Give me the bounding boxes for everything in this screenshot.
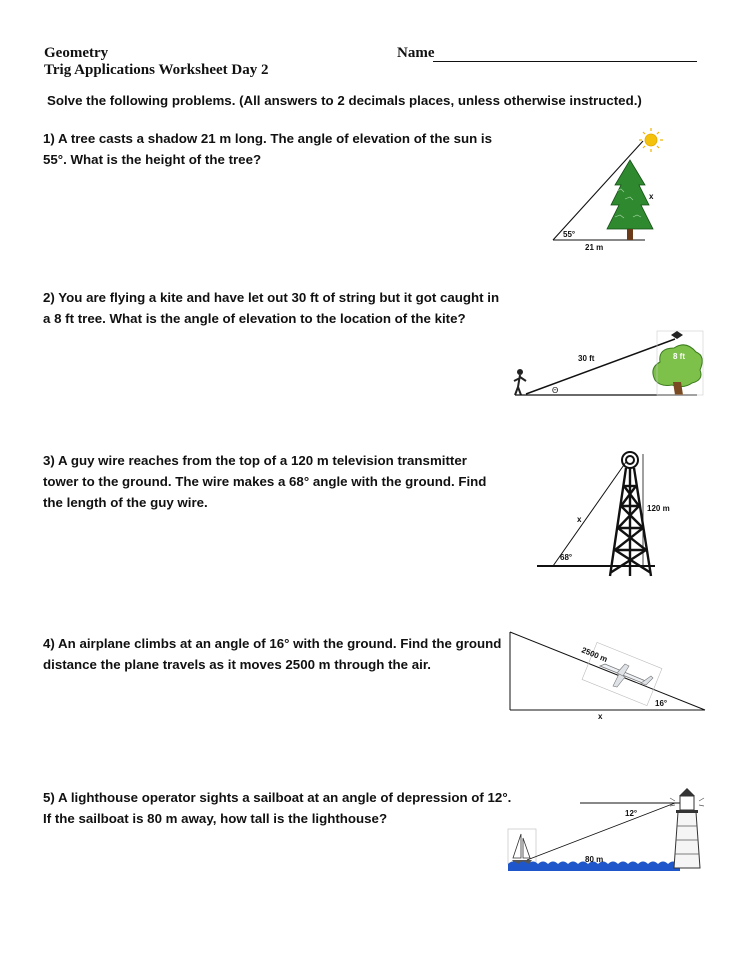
problem-5 xyxy=(43,787,511,829)
shadow-length-label: 21 m xyxy=(585,243,604,252)
sailboat-icon xyxy=(508,829,536,864)
problem-5-line-1: 5) A lighthouse operator sights a sailboat at an angle of depression of 12°. xyxy=(43,790,512,805)
problem-1 xyxy=(43,128,492,170)
antenna-icon xyxy=(622,452,638,468)
distance-label: 2500 m xyxy=(580,645,609,665)
problem-4-line-2: distance the plane travels as it moves 2500 m through the air. xyxy=(43,657,431,672)
angle-label: 16° xyxy=(655,699,668,708)
problem-2-line-2: a 8 ft tree. What is the angle of elevation to the location of the kite? xyxy=(43,311,466,326)
name-label: Name xyxy=(397,45,435,61)
wire-length-label: x xyxy=(577,515,582,524)
string-length-label: 30 ft xyxy=(578,354,595,363)
worksheet-title: Trig Applications Worksheet Day 2 xyxy=(44,62,269,78)
tree-icon xyxy=(607,160,653,240)
problem-4-line-1: 4) An airplane climbs at an angle of 16° with the ground. Find the ground xyxy=(43,636,502,651)
lighthouse-icon xyxy=(670,788,704,868)
line-of-sight xyxy=(527,803,675,860)
kite-figure xyxy=(505,325,705,405)
angle-label: 68° xyxy=(560,553,573,562)
sun-icon xyxy=(639,128,663,152)
problem-4 xyxy=(43,633,501,675)
tree-icon xyxy=(653,331,703,395)
problem-1-line-2: 55°. What is the height of the tree? xyxy=(43,152,262,167)
problem-2-line-1: 2) You are flying a kite and have let out 30 ft of string but it got caught in xyxy=(43,290,500,305)
tower-height-label: 120 m xyxy=(647,504,670,513)
flight-path-line xyxy=(510,632,705,710)
depression-angle-label: 12° xyxy=(625,809,638,818)
kite-icon xyxy=(671,331,683,339)
problem-3 xyxy=(43,450,486,513)
tree-height-label: 8 ft xyxy=(673,352,685,361)
tower-figure xyxy=(535,448,685,583)
problem-1-line-1: 1) A tree casts a shadow 21 m long. The angle of elevation of the sun is xyxy=(43,131,492,146)
problem-2 xyxy=(43,287,499,329)
name-blank-line xyxy=(433,61,697,62)
tree-shadow-figure xyxy=(545,125,670,260)
problem-3-line-1: 3) A guy wire reaches from the top of a 120 m television transmitter xyxy=(43,453,467,468)
ground-distance-label: x xyxy=(598,712,603,721)
tower-icon xyxy=(610,468,651,576)
lighthouse-figure xyxy=(505,782,715,882)
instructions: Solve the following problems. (All answers to 2 decimals places, unless otherwise instructed.) xyxy=(47,93,642,108)
problem-3-line-2: tower to the ground. The wire makes a 68° angle with the ground. Find xyxy=(43,474,487,489)
kite-string-line xyxy=(526,339,675,394)
problem-3-line-3: the length of the guy wire. xyxy=(43,495,208,510)
course-title: Geometry xyxy=(44,45,109,61)
tree-height-label: x xyxy=(649,192,654,201)
airplane-figure xyxy=(505,628,715,723)
problem-5-line-2: If the sailboat is 80 m away, how tall is the lighthouse? xyxy=(43,811,388,826)
angle-label: 55° xyxy=(563,230,576,239)
distance-label: 80 m xyxy=(585,855,604,864)
theta-label: Θ xyxy=(552,386,559,395)
person-icon xyxy=(514,369,526,395)
